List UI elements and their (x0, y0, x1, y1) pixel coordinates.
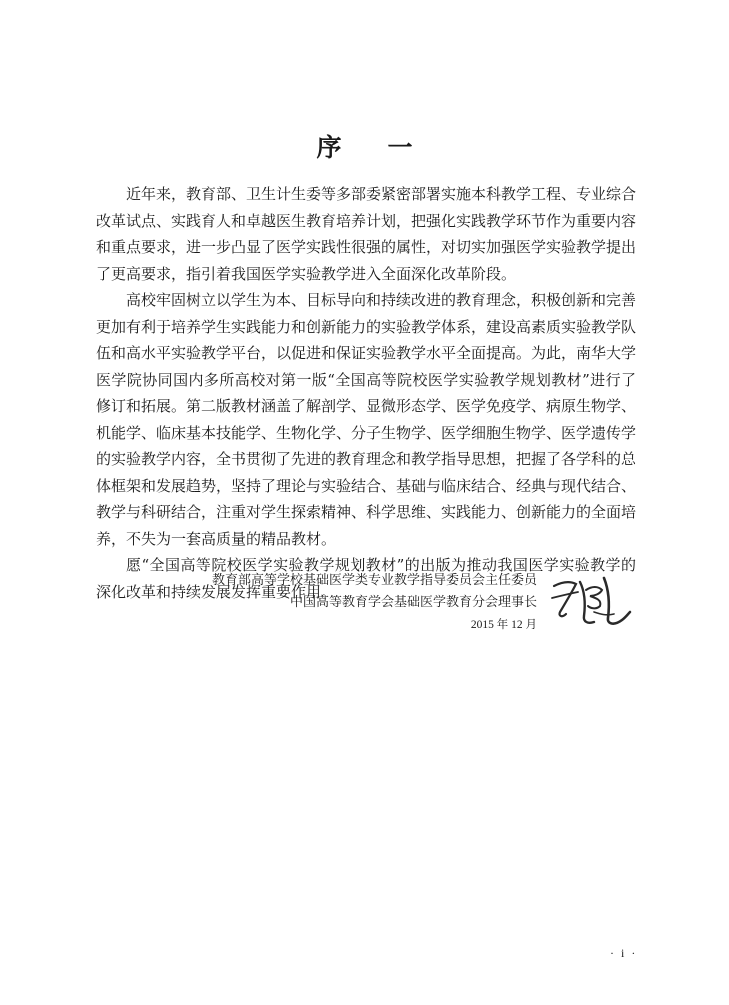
paragraph-2: 高校牢固树立以学生为本、目标导向和持续改进的教育理念，积极创新和完善更加有利于培养学生实践能力和创新能力的实验教学体系，建设高素质实验教学队伍和高水平实验教学平台，以促进和保证实验教学水平全面提高。为此，南华大学医学院协同国内多所高校对第一版“全国高等院校医学实验教学规划教材”进行了修订和拓展。第二版教材涵盖了解剖学、显微形态学、医学免疫学、病原生物学、机能学、临床基本技能学、生物化学、分子生物学、医学细胞生物学、医学遗传学的实验教学内容，全书贯彻了先进的教育理念和教学指导思想，把握了各学科的总体框架和发展趋势，坚持了理论与实验结合、基础与临床结合、经典与现代结合、教学与科研结合，注重对学生探索精神、科学思维、实践能力、创新能力的全面培养，不失为一套高质量的精品教材。 (96, 291, 637, 548)
signature-date: 2015 年 12 月 (470, 619, 537, 631)
signature-block (212, 570, 537, 636)
paragraph-3: 愿“全国高等院校医学实验教学规划教材”的出版为推动我国医学实验教学的深化改革和持续发展发挥重要作用。 (96, 556, 636, 601)
preface-body (96, 181, 636, 605)
signer-title-1: 教育部高等学校基础医学类专业教学指导委员会主任委员 (211, 573, 537, 588)
signer-title-2: 中国高等教育学会基础医学教育分会理事长 (289, 595, 537, 610)
page-number: · i · (610, 946, 638, 960)
page-title: 序一 (316, 133, 459, 162)
handwritten-signature (548, 572, 634, 628)
paragraph-1: 近年来，教育部、卫生计生委等多部委紧密部署实施本科教学工程、专业综合改革试点、实践育人和卓越医生教育培养计划，把强化实践教学环节作为重要内容和重点要求，进一步凸显了医学实践性很强的属性，对切实加强医学实验教学提出了更高要求，指引着我国医学实验教学进入全面深化改革阶段。 (96, 185, 637, 283)
